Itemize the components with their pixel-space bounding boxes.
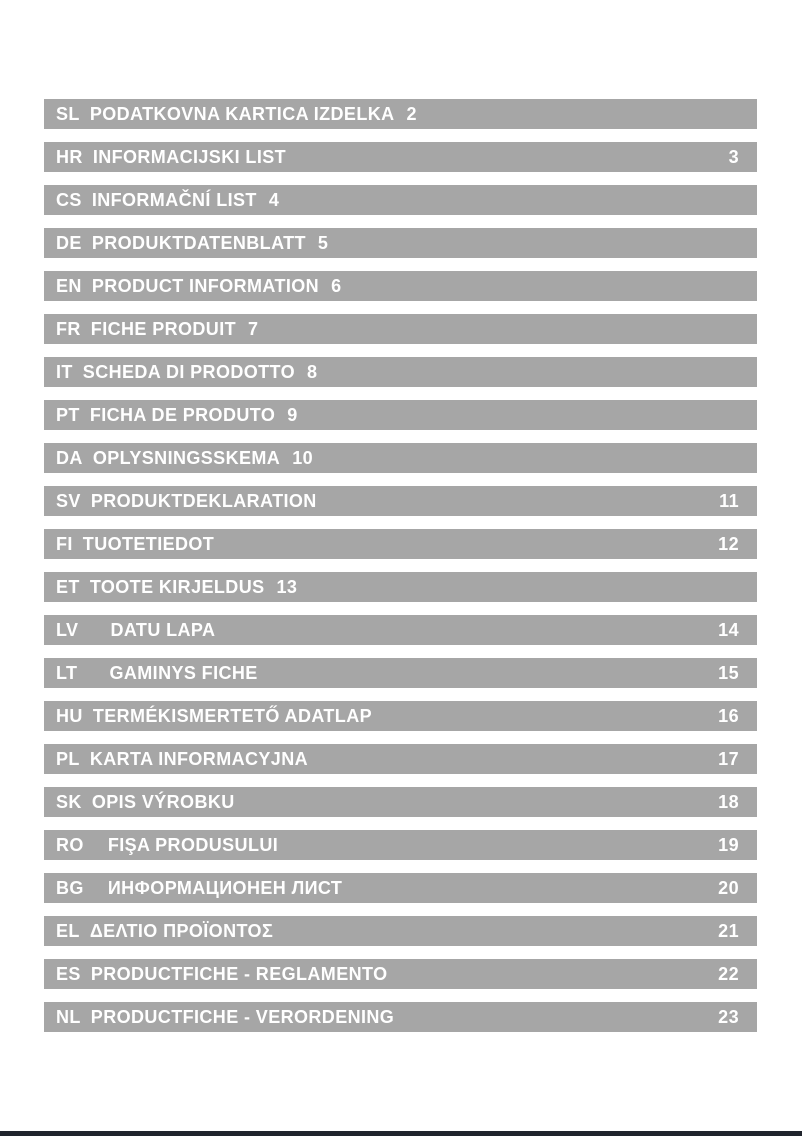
page-number: 21 — [718, 920, 739, 941]
language-code: IT — [56, 361, 73, 382]
language-code: LT — [56, 662, 78, 683]
section-title: PRODUCT INFORMATION — [91, 275, 320, 296]
toc-row — [44, 615, 757, 645]
language-code: DE — [56, 232, 82, 253]
toc-row — [44, 1002, 757, 1032]
language-code: BG — [56, 877, 84, 898]
language-code: SV — [56, 490, 81, 511]
section-title: OPLYSNINGSSKEMA — [92, 447, 281, 468]
section-title: FICHE PRODUIT — [90, 318, 236, 339]
section-title: GAMINYS FICHE — [109, 662, 258, 683]
language-code: ET — [56, 576, 80, 597]
language-code: HU — [56, 705, 83, 726]
toc-row — [44, 701, 757, 731]
toc-row — [44, 572, 757, 602]
language-code: NL — [56, 1006, 81, 1027]
language-code: RO — [56, 834, 84, 855]
toc-row — [44, 744, 757, 774]
language-code: LV — [56, 619, 79, 640]
language-code: PT — [56, 404, 80, 425]
toc-row — [44, 486, 757, 516]
page-number: 3 — [728, 146, 739, 167]
language-code: SL — [56, 103, 80, 124]
language-code: EL — [56, 920, 80, 941]
page-number: 12 — [718, 533, 739, 554]
toc-row — [44, 99, 757, 129]
language-code: CS — [56, 189, 82, 210]
page-number: 19 — [718, 834, 739, 855]
page-number: 20 — [718, 877, 739, 898]
page-number: 10 — [292, 447, 314, 468]
section-title: FIŞA PRODUSULUI — [107, 834, 279, 855]
page-number: 11 — [719, 490, 739, 511]
section-title: TOOTE KIRJELDUS — [89, 576, 265, 597]
toc-row — [44, 830, 757, 860]
section-title: TERMÉKISMERTETŐ ADATLAP — [92, 705, 373, 726]
section-title: INFORMACIJSKI LIST — [92, 146, 287, 167]
page-number: 17 — [718, 748, 739, 769]
toc-row — [44, 228, 757, 258]
toc-row — [44, 959, 757, 989]
page-number: 16 — [718, 705, 739, 726]
section-title: ИНФОРМАЦИОНЕН ЛИСТ — [107, 877, 343, 898]
language-code: FR — [56, 318, 81, 339]
section-title: TUOTETIEDOT — [82, 533, 215, 554]
section-title: PRODUKTDATENBLATT — [91, 232, 306, 253]
language-code: DA — [56, 447, 83, 468]
toc-row — [44, 357, 757, 387]
page-number: 5 — [317, 232, 329, 253]
page-number: 14 — [718, 619, 739, 640]
language-code: EN — [56, 275, 82, 296]
toc-row — [44, 443, 757, 473]
page-bottom-rule — [0, 1131, 802, 1136]
page-number: 22 — [718, 963, 739, 984]
section-title: PRODUCTFICHE - VERORDENING — [90, 1006, 395, 1027]
section-title: SCHEDA DI PRODOTTO — [82, 361, 296, 382]
language-code: PL — [56, 748, 80, 769]
language-code: ES — [56, 963, 81, 984]
page-number: 4 — [268, 189, 280, 210]
toc-row — [44, 658, 757, 688]
language-code: SK — [56, 791, 82, 812]
toc-list — [44, 99, 757, 1032]
page-number: 2 — [406, 103, 417, 124]
toc-row — [44, 529, 757, 559]
toc-row — [44, 916, 757, 946]
language-code: FI — [56, 533, 73, 554]
page-number: 8 — [307, 361, 318, 382]
section-title: PODATKOVNA KARTICA IZDELKA — [89, 103, 395, 124]
section-title: KARTA INFORMACYJNA — [89, 748, 309, 769]
toc-row — [44, 873, 757, 903]
language-code: HR — [56, 146, 83, 167]
section-title: OPIS VÝROBKU — [91, 791, 235, 812]
toc-row — [44, 185, 757, 215]
toc-row — [44, 400, 757, 430]
page-number: 18 — [718, 791, 739, 812]
page-number: 9 — [287, 404, 298, 425]
section-title: PRODUKTDEKLARATION — [90, 490, 317, 511]
toc-row — [44, 271, 757, 301]
page-number: 6 — [331, 275, 342, 296]
section-title: DATU LAPA — [110, 619, 216, 640]
page-number: 23 — [718, 1006, 739, 1027]
toc-row — [44, 142, 757, 172]
toc-row — [44, 787, 757, 817]
section-title: ΔΕΛΤΙΟ ΠΡΟΪΟΝΤΟΣ — [89, 920, 274, 941]
toc-row — [44, 314, 757, 344]
page-number: 7 — [248, 318, 259, 339]
page-number: 13 — [276, 576, 298, 597]
page-number: 15 — [718, 662, 739, 683]
section-title: INFORMAČNÍ LIST — [91, 189, 257, 210]
section-title: PRODUCTFICHE - REGLAMENTO — [90, 963, 388, 984]
section-title: FICHA DE PRODUTO — [89, 404, 276, 425]
